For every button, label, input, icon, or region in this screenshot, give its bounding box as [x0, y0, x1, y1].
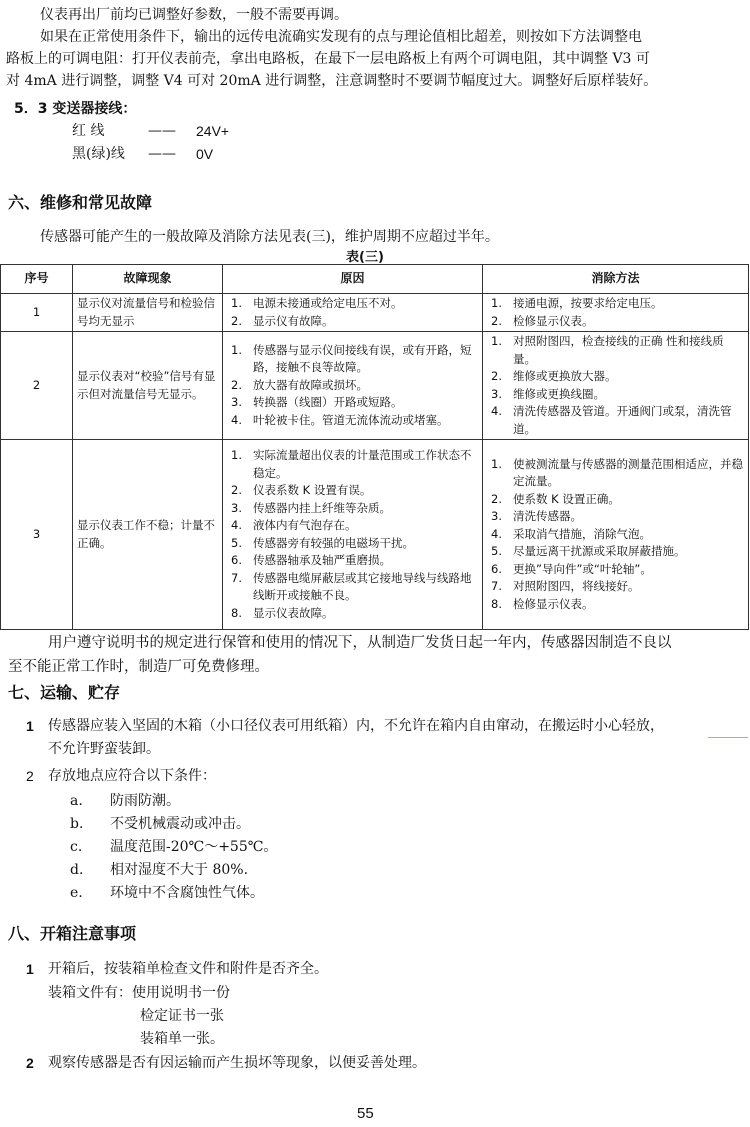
cause-item: 6. 传感器轴承及轴严重磨损。	[231, 553, 391, 567]
divider	[708, 737, 748, 738]
row-symptom: 显示仪表工作不稳；计量不正确。	[73, 440, 223, 630]
cause-item: 7. 传感器电缆屏蔽层或其它接地导线与线路地线断开或接触不良。	[231, 570, 472, 602]
item-number: 1	[26, 961, 34, 977]
cause-item: 4. 叶轮被卡住。管道无流体流动或堵塞。	[231, 412, 449, 427]
table-row	[1, 332, 749, 440]
condition-letter: d.	[70, 862, 84, 878]
cause-item: 2. 显示仪有故障。	[231, 313, 334, 328]
wiring-row-dash: ——	[148, 146, 176, 162]
item-number: 1	[26, 718, 34, 734]
wiring-title: 5．3 变送器接线：	[14, 101, 137, 117]
intro-line-4: 对 4mA 进行调整，调整 V4 可对 20mA 进行调整，注意调整时不要调节幅度过大。调整好后原样装好。	[6, 73, 658, 89]
remedy-item: 2. 检修显示仪表。	[491, 313, 594, 328]
cause-item: 8. 显示仪表故障。	[231, 605, 334, 620]
remedy-item: 1. 使被测流量与传感器的测量范围相适应，并稳定流量。	[491, 456, 743, 489]
item-number: 2	[26, 768, 34, 784]
cause-item: 1. 实际流量超出仪表的计量范围或工作状态不稳定。	[231, 448, 472, 480]
remedy-item: 1. 接通电源，按要求给定电压。	[491, 296, 663, 310]
remedy-item: 4. 采取消气措施，消除气泡。	[491, 526, 651, 541]
cause-item: 2. 放大器有故障或损坏。	[231, 377, 368, 392]
condition-text: 环境中不含腐蚀性气体。	[110, 885, 264, 901]
remedy-item: 5. 尽量远离干扰源或采取屏蔽措施。	[491, 544, 686, 559]
item-number: 2	[26, 1055, 34, 1071]
intro-line-2: 如果在正常使用条件下，输出的远传电流确实发现有的点与理论值相比超差，则按如下方法调整电	[40, 29, 642, 45]
row-remedies	[483, 294, 749, 332]
unpacking-check: 开箱后，按装箱单检查文件和附件是否齐全。	[48, 961, 328, 977]
intro-line-3: 路板上的可调电阻：打开仪表前壳，拿出电路板，在最下一层电路板上有两个可调电阻，其中调整 V3 可	[6, 51, 650, 67]
wiring-row-value: 24V+	[196, 123, 230, 139]
cause-item: 4. 液体内有气泡存在。	[231, 518, 357, 532]
wiring-row-label: 红 线	[72, 123, 105, 139]
transport-instruction-line-1: 传感器应装入坚固的木箱（小口径仪表可用纸箱）内，不允许在箱内自由窜动，在搬运时小心轻放，	[48, 718, 664, 734]
row-number: 3	[1, 440, 73, 630]
condition-letter: a.	[70, 793, 83, 809]
warranty-line-1: 用户遵守说明书的规定进行保管和使用的情况下，从制造厂发货日起一年内，传感器因制造不良以	[48, 635, 672, 651]
remedy-item: 8. 检修显示仪表。	[491, 596, 594, 611]
section-6-heading: 六、维修和常见故障	[8, 193, 153, 212]
wiring-row-label: 黑(绿)线	[72, 146, 125, 162]
section-8-heading: 八、开箱注意事项	[8, 924, 137, 943]
condition-letter: c.	[70, 839, 83, 855]
header-symptom: 故障现象	[73, 265, 223, 294]
header-remedy: 消除方法	[483, 265, 749, 294]
condition-letter: e.	[70, 885, 83, 901]
cause-item: 3. 转换器（线圈）开路或短路。	[231, 395, 403, 410]
row-remedies	[483, 440, 749, 630]
remedy-item: 1. 对照附图四，检查接线的正确 性和接线质量。	[491, 334, 724, 366]
condition-text: 防雨防潮。	[110, 793, 180, 809]
fault-table	[0, 264, 749, 630]
table-caption: 表(三)	[346, 250, 384, 265]
header-number: 序号	[1, 265, 73, 294]
cause-item: 3. 传感器内挂上纤维等杂质。	[231, 500, 391, 515]
header-cause: 原因	[223, 265, 483, 294]
transport-instruction-line-2: 不允许野蛮装卸。	[48, 741, 160, 757]
wiring-row-dash: ——	[148, 123, 176, 139]
cause-item: 1. 传感器与显示仪间接线有误，或有开路，短路，接触不良等故障。	[231, 342, 472, 375]
row-causes	[223, 332, 483, 440]
wiring-row-value: 0V	[196, 146, 214, 162]
packing-document-item: 检定证书一张	[140, 1008, 224, 1024]
remedy-item: 6. 更换”导向件”或“叶轮轴”。	[491, 561, 652, 576]
row-causes	[223, 294, 483, 332]
cause-item: 2. 仪表系数 K 设置有误。	[231, 483, 372, 497]
remedy-item: 4. 清洗传感器及管道。开通阀门或泵，清洗管道。	[491, 404, 732, 436]
intro-line-1: 仪表再出厂前均已调整好参数，一般不需要再调。	[40, 7, 348, 23]
storage-conditions-intro: 存放地点应符合以下条件：	[48, 768, 216, 784]
remedy-item: 2. 使系数 K 设置正确。	[491, 491, 620, 506]
remedy-item: 7. 对照附图四，将线接好。	[491, 579, 640, 594]
remedy-item: 3. 清洗传感器。	[491, 509, 582, 524]
condition-letter: b.	[70, 816, 84, 832]
remedy-item: 2. 维修或更换放大器。	[491, 369, 617, 383]
row-causes	[223, 440, 483, 630]
row-symptom: 显示仪表对“校验”信号有显示但对流量信号无显示。	[73, 332, 223, 440]
remedy-item: 3. 维修或更换线圈。	[491, 386, 605, 401]
cause-item: 5. 传感器旁有较强的电磁场干扰。	[231, 535, 414, 550]
table-row	[1, 294, 749, 332]
section-7-heading: 七、运输、贮存	[8, 683, 121, 702]
packing-document-item: 装箱单一张。	[140, 1031, 224, 1047]
condition-text: 相对湿度不大于 80%.	[110, 862, 249, 878]
table-row	[1, 440, 749, 630]
cause-item: 1. 电源未接通或给定电压不对。	[231, 296, 403, 310]
condition-text: 不受机械震动或冲击。	[110, 816, 250, 832]
row-number: 1	[1, 294, 73, 332]
page-number: 55	[357, 1105, 374, 1122]
row-symptom: 显示仪对流量信号和检验信号均无显示	[73, 294, 223, 332]
warranty-line-2: 至不能正常工作时，制造厂可免费修理。	[8, 659, 269, 675]
damage-inspection: 观察传感器是否有因运输而产生损坏等现象，以便妥善处理。	[48, 1055, 426, 1071]
row-number: 2	[1, 332, 73, 440]
condition-text: 温度范围-20℃～+55℃。	[110, 839, 278, 855]
table-header-row	[1, 265, 749, 294]
section-6-intro: 传感器可能产生的一般故障及消除方法见表(三)，维护周期不应超过半年。	[40, 229, 499, 245]
row-remedies	[483, 332, 749, 440]
packing-documents-label: 装箱文件有：使用说明书一份	[48, 985, 230, 1001]
